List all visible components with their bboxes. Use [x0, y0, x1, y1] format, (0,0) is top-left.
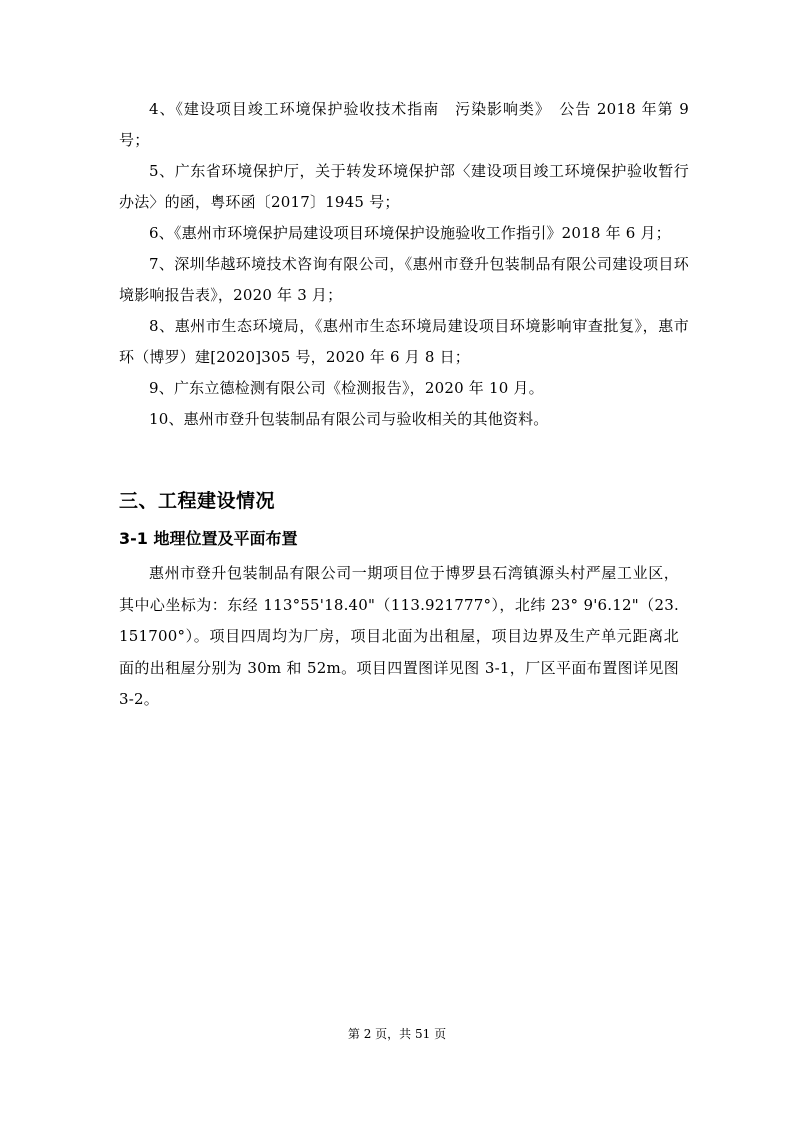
- reference-item: 4、《建设项目竣工环境保护验收技术指南 污染影响类》 公告 2018 年第 9 号；: [119, 100, 689, 149]
- reference-list: [119, 94, 689, 435]
- reference-item: 10、惠州市登升包装制品有限公司与验收相关的其他资料。: [149, 410, 549, 428]
- reference-item: 7、深圳华越环境技术咨询有限公司，《惠州市登升包装制品有限公司建设项目环境影响报告表》，2020 年 3 月；: [119, 255, 689, 304]
- reference-item: 5、广东省环境保护厅，关于转发环境保护部〈建设项目竣工环境保护验收暂行办法〉的函，粤环函〔2017〕1945 号；: [119, 162, 689, 211]
- section-heading: 三、工程建设情况: [119, 490, 276, 512]
- reference-item: 9、广东立德检测有限公司《检测报告》，2020 年 10 月。: [149, 379, 544, 397]
- location-paragraph: 惠州市登升包装制品有限公司一期项目位于博罗县石湾镇源头村严屋工业区，其中心坐标为：东经 113°55'18.40"（113.921777°），北纬 23° 9'6.12"（23.151700°）。项目四周均为厂房，项目北面为出租屋，项目边界及生产单元距离北面的出租屋分别为 30m 和 52m。项目四置图详见图 3-1，厂区平面布置图详见图 3-2。: [119, 564, 679, 708]
- reference-item: 8、惠州市生态环境局，《惠州市生态环境局建设项目环境影响审查批复》，惠市环（博罗）建[2020]305 号，2020 年 6 月 8 日；: [119, 317, 689, 366]
- reference-item: 6、《惠州市环境保护局建设项目环境保护设施验收工作指引》2018 年 6 月；: [149, 224, 671, 242]
- page-footer: 第 2 页，共 51 页: [347, 1027, 447, 1041]
- subsection-heading: 3-1 地理位置及平面布置: [119, 529, 298, 548]
